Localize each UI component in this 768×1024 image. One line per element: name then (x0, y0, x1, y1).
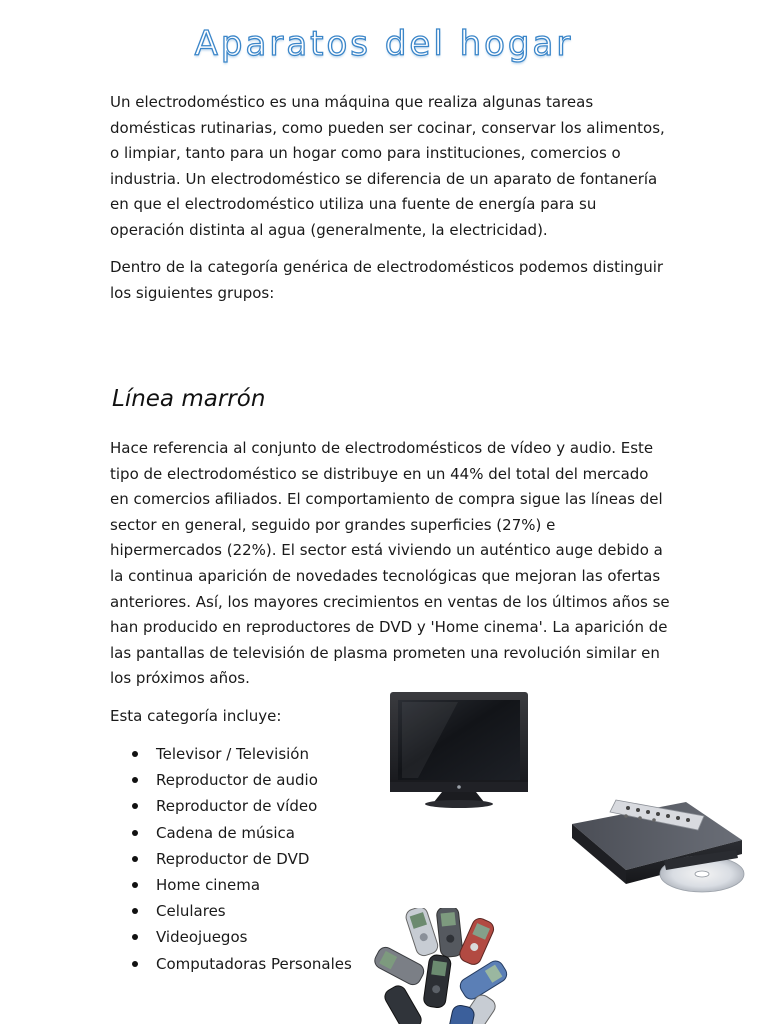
list-item-label: Reproductor de DVD (156, 849, 310, 868)
list-item (110, 898, 352, 924)
bullet-icon (132, 882, 138, 888)
list-item-label: Computadoras Personales (156, 954, 352, 973)
list-item-label: Videojuegos (156, 928, 248, 947)
bullet-icon (132, 961, 138, 967)
bullet-icon (132, 856, 138, 862)
list-item-label: Cadena de música (156, 823, 295, 842)
bullet-icon (132, 908, 138, 914)
section-body: Hace referencia al conjunto de electrodomésticos de vídeo y audio. Este tipo de electrodoméstico se distribuye en un 44% del total del mercado en comercios afiliados. El comportamiento de compra sigue las líneas del sector en general, seguido por grandes superficies (27%) e hipermercados (22%). El sector está viviendo un auténtico auge debido a la continua aparición de novedades tecnológicas que mejoran las ofertas anteriores. Así, los mayores crecimientos en ventas de los últimos años se han producido en reproductores de DVD y 'Home cinema'. La aparición de las pantallas de televisión de plasma prometen una revolución similar en los próximos años. (110, 439, 670, 688)
list-item-label: Televisor / Televisión (156, 745, 309, 763)
list-item (110, 767, 352, 793)
bullet-icon (132, 934, 138, 940)
includes-label: Esta categoría incluye: (110, 707, 282, 725)
list-item (110, 820, 352, 846)
groups-paragraph: Dentro de la categoría genérica de electrodomésticos podemos distinguir los siguientes grupos: (110, 258, 664, 302)
list-item (110, 846, 352, 872)
list-item-label: Home cinema (156, 875, 261, 894)
bullet-icon (132, 777, 138, 783)
list-item (110, 793, 352, 819)
document-title: Aparatos del hogar (194, 24, 574, 64)
dvd-player-with-remote-image (566, 780, 746, 914)
list-item (110, 872, 352, 898)
list-item (110, 924, 352, 950)
bullet-icon (132, 830, 138, 836)
intro-paragraph: Un electrodoméstico es una máquina que realiza algunas tareas domésticas rutinarias, como pueden ser cocinar, conservar los alimentos, o limpiar, tanto para un hogar como para instituciones, comercios o industria. Un electrodoméstico se diferencia de un aparato de fontanería en que el electrodoméstico utiliza una fuente de energía para su operación distinta al agua (generalmente, la electricidad). (110, 93, 665, 239)
list-item (110, 741, 352, 767)
category-list (110, 741, 352, 977)
mobile-phones-image (370, 908, 552, 1024)
list-item-label: Celulares (156, 902, 226, 921)
section-heading: Línea marrón (112, 386, 266, 412)
list-item-label: Reproductor de vídeo (156, 797, 318, 816)
bullet-icon (132, 803, 138, 809)
list-item (110, 951, 352, 977)
list-item-label: Reproductor de audio (156, 771, 318, 790)
flat-screen-tv-image (388, 690, 530, 812)
bullet-icon (132, 751, 138, 757)
